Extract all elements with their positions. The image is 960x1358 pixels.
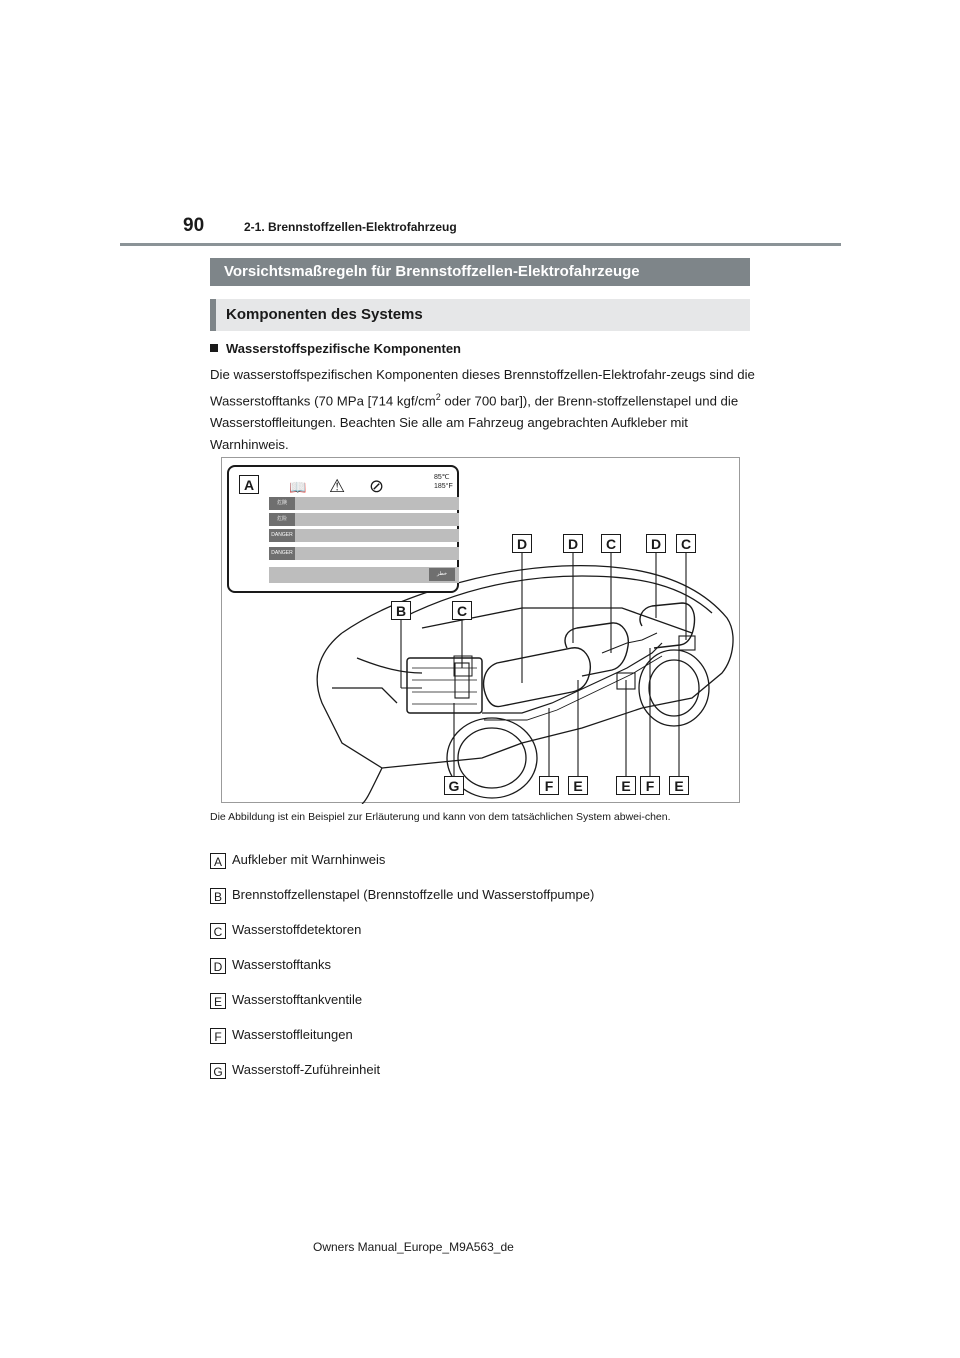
callout-label: D <box>512 534 532 553</box>
chapter-title: 2-1. Brennstoffzellen-Elektrofahrzeug <box>244 220 457 234</box>
legend-item <box>210 886 594 904</box>
sticker-tag: 危险 <box>269 513 295 526</box>
legend-text: Wasserstoffleitungen <box>232 1027 353 1042</box>
header-divider <box>120 243 841 246</box>
legend-key: E <box>210 993 226 1009</box>
sticker-temp-f: 185°F <box>434 483 453 490</box>
paragraph-superscript: 2 <box>435 392 441 402</box>
warning-sticker <box>227 465 459 593</box>
callout-label: C <box>452 601 472 620</box>
no-fire-icon: ⊘ <box>369 476 385 496</box>
callout-label: E <box>616 776 636 795</box>
legend-item <box>210 1026 353 1044</box>
callout-label: E <box>669 776 689 795</box>
body-paragraph <box>210 364 755 456</box>
callout-label: D <box>563 534 583 553</box>
legend-text: Brennstoffzellenstapel (Brennstoffzelle und Wasserstoffpumpe) <box>232 887 595 902</box>
legend-text: Wasserstoff-Zuführeinheit <box>232 1062 381 1077</box>
legend-text: Wasserstofftankventile <box>232 992 363 1007</box>
sticker-tag: 危険 <box>269 497 295 510</box>
legend-key: D <box>210 958 226 974</box>
sticker-row <box>269 547 459 560</box>
legend-text: Wasserstoffdetektoren <box>232 922 362 937</box>
paragraph-part1: Die wasserstoffspezifischen Komponenten dieses Brennstoffzellen-Elektrofahr-zeugs sind die Wasserstofftanks (70 MPa [714 kgf/cm <box>210 367 755 409</box>
subsection-banner: Komponenten des Systems <box>210 299 750 331</box>
legend-key: C <box>210 923 226 939</box>
legend-item <box>210 1061 380 1079</box>
callout-label: B <box>391 601 411 620</box>
legend-item <box>210 956 331 974</box>
callout-label: C <box>601 534 621 553</box>
sticker-row <box>269 513 459 526</box>
sticker-tag: خطر <box>429 568 455 581</box>
callout-label: F <box>640 776 660 795</box>
legend-key: B <box>210 888 226 904</box>
callout-label: G <box>444 776 464 795</box>
legend-key: F <box>210 1028 226 1044</box>
legend-text: Wasserstofftanks <box>232 957 331 972</box>
sticker-row <box>269 497 459 510</box>
sticker-tag: DANGER <box>269 547 295 560</box>
legend-item <box>210 921 361 939</box>
legend-text: Aufkleber mit Warnhinweis <box>232 852 386 867</box>
callout-label: F <box>539 776 559 795</box>
callout-label: D <box>646 534 666 553</box>
sticker-row <box>269 529 459 542</box>
legend-item <box>210 851 385 869</box>
bullet-square-icon <box>210 344 218 352</box>
callout-label: C <box>676 534 696 553</box>
callout-label: A <box>239 475 259 494</box>
sticker-tag: DANGER <box>269 529 295 542</box>
system-illustration <box>221 457 740 803</box>
figure-caption: Die Abbildung ist ein Beispiel zur Erläuterung und kann von dem tatsächlichen System abwei-chen. <box>210 811 671 823</box>
callout-label: E <box>568 776 588 795</box>
page-number: 90 <box>183 215 205 236</box>
bullet-heading <box>210 341 461 356</box>
legend-key: A <box>210 853 226 869</box>
sticker-temp-c: 85℃ <box>434 474 450 481</box>
manual-icon: 📖 <box>289 479 307 495</box>
section-banner: Vorsichtsmaßregeln für Brennstoffzellen-Elektrofahrzeuge <box>210 258 750 286</box>
bullet-heading-text: Wasserstoffspezifische Komponenten <box>226 341 462 356</box>
footer-manual-id: Owners Manual_Europe_M9A563_de <box>313 1240 514 1254</box>
legend-item <box>210 991 362 1009</box>
legend-key: G <box>210 1063 226 1079</box>
paragraph-part2: oder 700 bar]), der Brenn-stoffzellenstapel und die Wasserstoffleitungen. Beachten Sie alle am Fahrzeug angebrachten Aufkleber mit Warnhinweis. <box>210 393 739 453</box>
warning-triangle-icon: ⚠ <box>329 476 346 496</box>
